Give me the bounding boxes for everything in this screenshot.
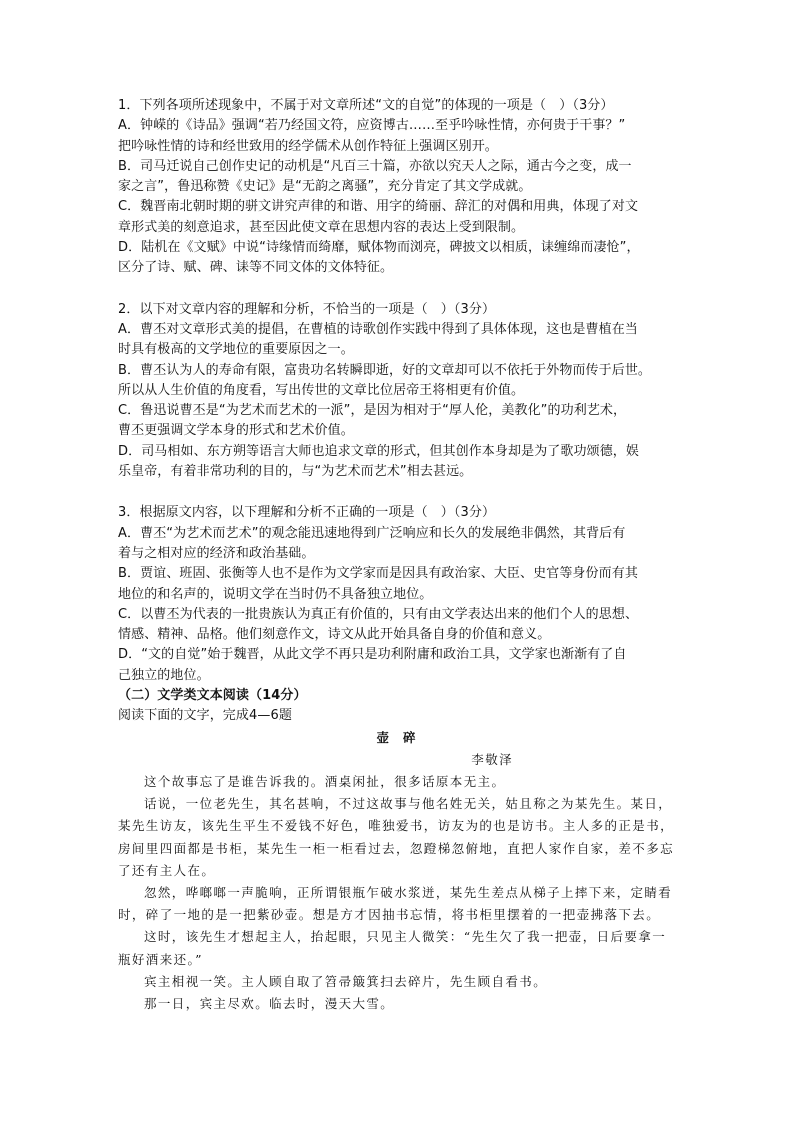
story-author: 李敬泽 xyxy=(471,751,513,767)
option-a-line-1: A．曹丕对文章形式美的提倡，在曹植的诗歌创作实践中得到了具体体现，这也是曹植在当 xyxy=(118,321,638,337)
story-paragraph-line: 时，碎了一地的是一把紫砂壶。想是方才因抽书忘情，将书柜里摆着的一把壶拂落下去。 xyxy=(118,907,661,923)
story-paragraph-line: 这时，该先生才想起主人，抬起眼，只见主人微笑：“先生欠了我一把壶，日后要拿一 xyxy=(144,929,667,945)
question-stem: 3．根据原文内容，以下理解和分析不正确的一项是（ ）（3分） xyxy=(118,505,496,521)
story-paragraph-line: 话说，一位老先生，其名甚响，不过这故事与他名姓无关，姑且称之为某先生。某日， xyxy=(144,796,673,812)
question-1 xyxy=(118,96,678,279)
option-a-line-2: 时具有极高的文学地位的重要原因之一。 xyxy=(118,342,354,358)
option-b-line-2: 家之言”，鲁迅称赞《史记》是“无韵之离骚”，充分肯定了其文学成就。 xyxy=(118,179,532,195)
option-a-line-2: 把吟咏性情的诗和经世致用的经学儒术从创作特征上强调区别开。 xyxy=(118,138,498,154)
option-c-line-1: C．鲁迅说曹丕是“为艺术而艺术的一派”，是因为相对于“厚人伦，美教化”的功利艺术， xyxy=(118,403,627,419)
option-c-line-1: C．以曹丕为代表的一批贵族认为真正有价值的，只有由文学表达出来的他们个人的思想、 xyxy=(118,606,639,622)
option-d-line-1: D．陆机在《文赋》中说“诗缘情而绮靡，赋体物而浏亮，碑披文以相质，诔缠绵而凄怆”， xyxy=(118,240,640,256)
document-content xyxy=(118,96,678,1015)
story-paragraph-line: 了还有主人在。 xyxy=(118,862,216,878)
option-d-line-1: D．“文的自觉”始于魏晋，从此文学不再只是功利附庸和政治工具，文学家也渐渐有了自 xyxy=(118,647,627,663)
option-b-line-1: B．贾谊、班固、张衡等人也不是作为文学家而是因具有政治家、大臣、史官等身份而有其 xyxy=(118,566,638,582)
story-title: 壶碎 xyxy=(376,729,430,745)
story xyxy=(118,727,678,1016)
option-a-line-2: 着与之相对应的经济和政治基础。 xyxy=(118,545,315,561)
option-b-line-2: 地位的和名声的，说明文学在当时仍不具备独立地位。 xyxy=(118,586,433,602)
story-paragraph-line: 房间里四面都是书柜，某先生一柜一柜看过去，忽蹬梯忽俯地，直把人家作自家，差不多忘 xyxy=(118,840,675,856)
section-instruction: 阅读下面的文字，完成4—6题 xyxy=(118,708,292,724)
question-3 xyxy=(118,503,678,686)
option-c-line-2: 曹丕更强调文学本身的形式和艺术价值。 xyxy=(118,423,354,439)
option-d-line-2: 区分了诗、赋、碑、诔等不同文体的文体特征。 xyxy=(118,260,394,276)
spacer xyxy=(118,482,678,503)
option-b-line-2: 所以从人生价值的角度看，写出传世的文章比位居帝王将相更有价值。 xyxy=(118,382,525,398)
section-heading: （二）文学类文本阅读（14分） xyxy=(118,688,307,704)
option-b-line-1: B．司马迁说自己创作史记的动机是“凡百三十篇，亦欲以究天人之际，通古今之变，成一 xyxy=(118,158,632,174)
option-d-line-2: 乐皇帝，有着非常功利的目的，与“为艺术而艺术”相去甚远。 xyxy=(118,464,473,480)
story-paragraph-line: 某先生访友，该先生平生不爱钱不好色，唯独爱书，访友为的也是访书。主人多的正是书， xyxy=(118,818,675,834)
option-a-line-1: A．钟嵘的《诗品》强调“若乃经国文符，应资博古……至乎吟咏性情，亦何贵于干事？” xyxy=(118,118,626,134)
story-paragraph-line: 瓶好酒来还。” xyxy=(118,951,203,967)
question-2 xyxy=(118,300,678,483)
spacer xyxy=(118,279,678,300)
option-d-line-2: 己独立的地位。 xyxy=(118,667,210,683)
option-b-line-1: B．曹丕认为人的寿命有限，富贵功名转瞬即逝，好的文章却可以不依托于外物而传于后世。 xyxy=(118,362,652,378)
story-paragraph-line: 忽然，哗啷啷一声脆响，正所谓银瓶乍破水浆迸，某先生差点从梯子上摔下来，定睛看 xyxy=(144,885,673,901)
option-a-line-1: A．曹丕“为艺术而艺术”的观念能迅速地得到广泛响应和长久的发展绝非偶然，其背后有 xyxy=(118,525,626,541)
question-stem: 1．下列各项所述现象中，不属于对文章所述“文的自觉”的体现的一项是（ ）（3分） xyxy=(118,98,614,113)
option-d-line-1: D．司马相如、东方朔等语言大师也追求文章的形式，但其创作本身却是为了歌功颂德，娱 xyxy=(118,443,640,459)
option-c-line-2: 章形式美的刻意追求，甚至因此使文章在思想内容的表达上受到限制。 xyxy=(118,219,525,235)
question-stem: 2．以下对文章内容的理解和分析，不恰当的一项是（ ）（3分） xyxy=(118,301,496,317)
option-c-line-1: C．魏晋南北朝时期的骈文讲究声律的和谐、用字的绮丽、辞汇的对偶和用典，体现了对文 xyxy=(118,199,639,215)
story-paragraph-line: 宾主相视一笑。主人顾自取了笤帚簸箕扫去碎片，先生顾自看书。 xyxy=(144,973,548,989)
story-paragraph-line: 那一日，宾主尽欢。临去时，漫天大雪。 xyxy=(144,996,395,1012)
option-c-line-2: 情感、精神、品格。他们刻意作文，诗文从此开始具备自身的价值和意义。 xyxy=(118,627,551,643)
story-paragraph-line: 这个故事忘了是谁告诉我的。酒桌闲扯，很多话原本无主。 xyxy=(144,774,506,790)
